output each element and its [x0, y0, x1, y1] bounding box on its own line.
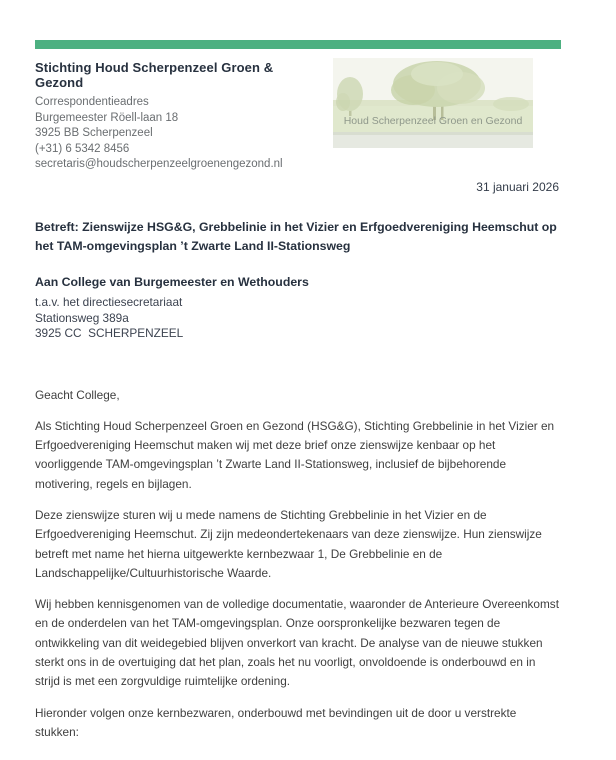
contact-street: Burgemeester Röell-laan 18: [35, 111, 179, 124]
contact-email: secretaris@houdscherpenzeelgroenengezond.nl: [35, 158, 283, 171]
subject-line: Betreft: Zienswijze HSG&G, Grebbelinie in het Vizier en Erfgoedvereniging Heemschut op het TAM-omgevingsplan ’t Zwarte Land II-Stationsweg: [35, 220, 557, 253]
recipient-street: Stationsweg 389a: [35, 310, 129, 325]
contact-label: Correspondentieadres: [35, 96, 149, 108]
landscape-photo-icon: [333, 58, 533, 148]
letter-body: [35, 180, 559, 742]
contact-phone: (+31) 6 5342 8456: [35, 142, 130, 155]
letter-date: 31 januari 2026: [476, 180, 559, 194]
paragraph-2: Deze zienswijze sturen wij u mede namens de Stichting Grebbelinie in het Vizier en de Erfgoedvereniging Heemschut. Zij zijn medeondertekenaars van deze zienswijze. Hun zienswijze betreft met name het hierna uitgewerkte kernbezwaar 1, De Grebbelinie en de Landschappelijke/Cultuurhistorische Waarde.: [35, 507, 542, 580]
paragraph-4: Hieronder volgen onze kernbezwaren, onderbouwd met bevindingen uit de door u verstrekte stukken:: [35, 705, 517, 739]
paragraph-3: Wij hebben kennisgenomen van de volledige documentatie, waaronder de Anterieure Overeenkomst en de onderdelen van het TAM-omgevingsplan. Onze oorspronkelijke bezwaren tegen de ontwikkeling van dit weidegebied blijven onverkort van kracht. De analyse van de nieuwe stukken sterkt ons in de overtuiging dat het plan, zoals het nu voorligt, onvoldoende is onderbouwd en in strijd is met een zorgvuldige ruimtelijke ordening.: [35, 597, 559, 689]
accent-bar-top: [35, 40, 561, 49]
logo-photo: [333, 58, 533, 148]
salutation: Geacht College,: [35, 387, 120, 402]
contact-postal-city: 3925 BB Scherpenzeel: [35, 127, 153, 140]
organization-name: Stichting Houd Scherpenzeel Groen & Gezond: [35, 60, 274, 90]
recipient-block: [35, 273, 559, 342]
paragraph-1: Als Stichting Houd Scherpenzeel Groen en Gezond (HSG&G), Stichting Grebbelinie in het Vizier en Erfgoedvereniging Heemschut maken wij met deze brief onze zienswijze kenbaar op het voorliggende TAM-omgevingsplan ’t Zwarte Land II-Stationsweg, inclusief de bijbehorende motivering, regels en bijlagen.: [35, 418, 555, 491]
recipient-postal-city: 3925 CC SCHERPENZEEL: [35, 326, 184, 340]
logo-caption: Houd Scherpenzeel Groen en Gezond: [343, 115, 523, 127]
waterline-shape: [333, 132, 533, 135]
recipient-name: Aan College van Burgemeester en Wethouders: [35, 275, 309, 289]
recipient-attn: t.a.v. het directiesecretariaat: [35, 295, 183, 309]
letterhead: [35, 60, 325, 173]
bushes-shape: [493, 97, 529, 111]
